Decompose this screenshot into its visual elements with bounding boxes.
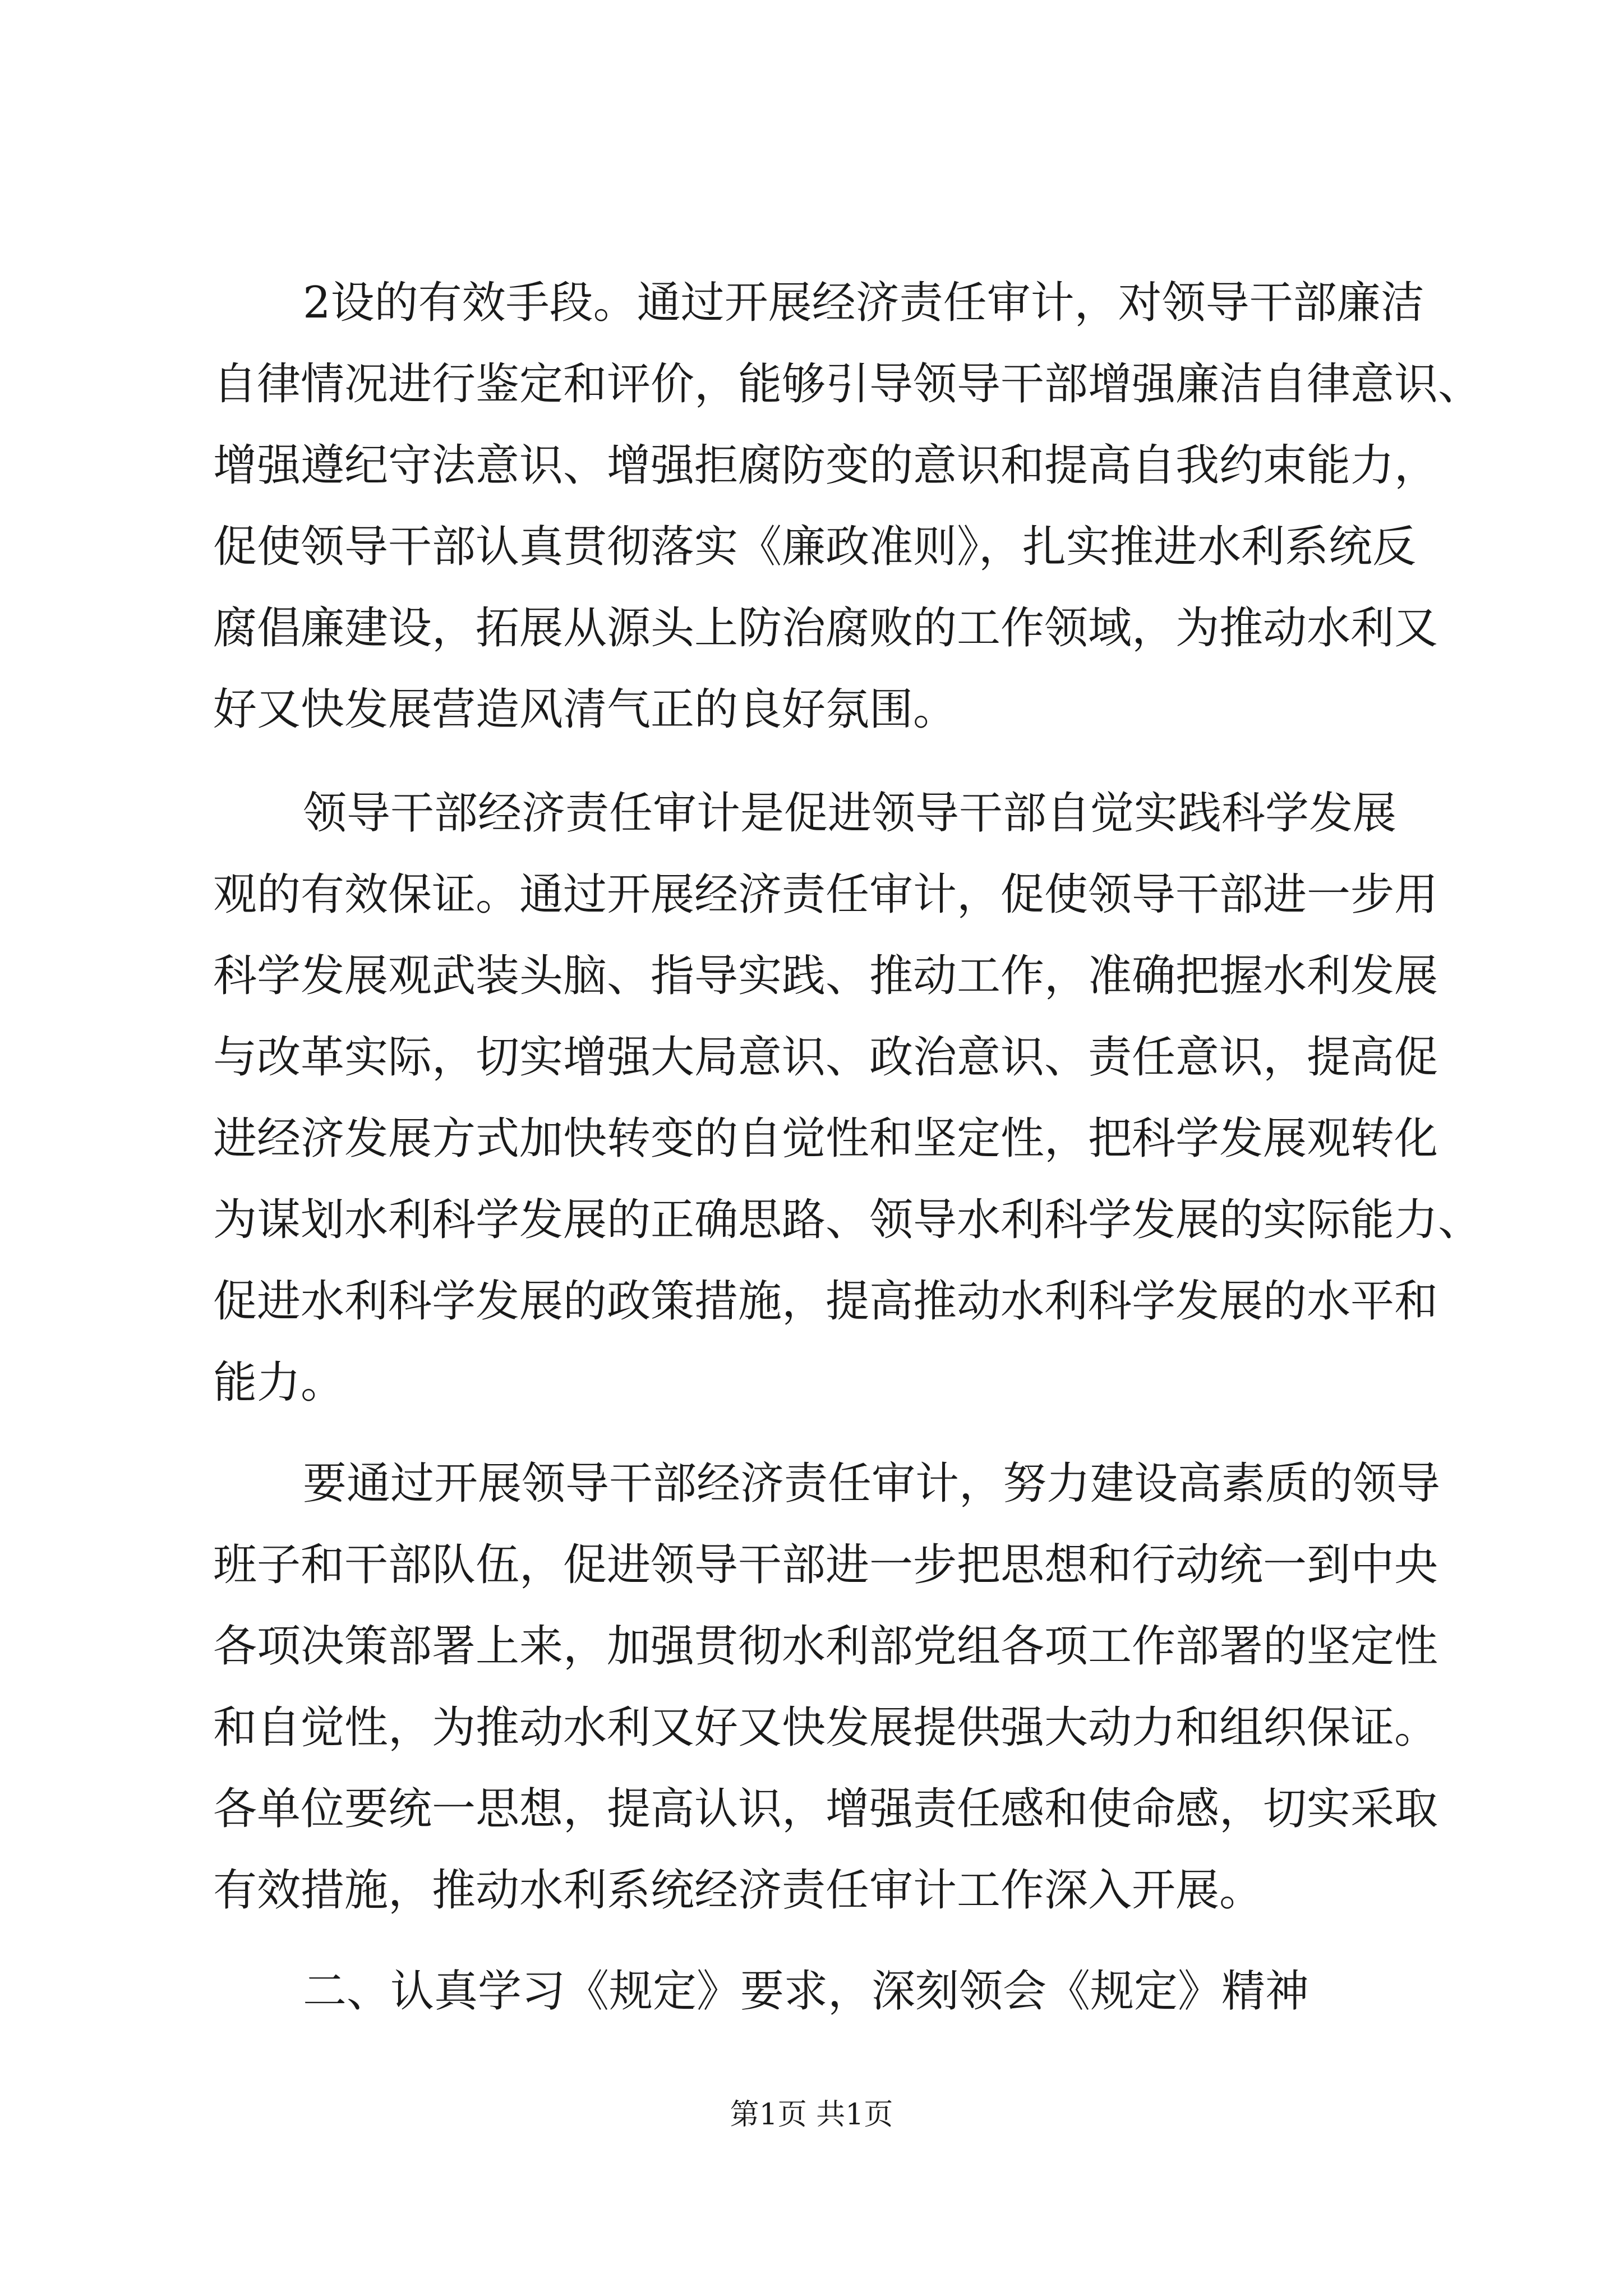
paragraph-line: 2设的有效手段。通过开展经济责任审计，对领导干部廉洁 [303, 278, 1424, 328]
paragraph-line: 与改革实际，切实增强大局意识、政治意识、责任意识，提高促 [213, 1032, 1438, 1083]
paragraph-line: 促进水利科学发展的政策措施，提高推动水利科学发展的水平和 [213, 1276, 1438, 1327]
paragraph-line: 增强遵纪守法意识、增强拒腐防变的意识和提高自我约束能力， [213, 440, 1438, 491]
paragraph-line: 腐倡廉建设，拓展从源头上防治腐败的工作领域，为推动水利又 [213, 603, 1438, 654]
paragraph-line: 要通过开展领导干部经济责任审计，努力建设高素质的领导 [303, 1458, 1441, 1509]
section-heading: 二、认真学习《规定》要求，深刻领会《规定》精神 [303, 1966, 1310, 2017]
page-number: 第1页 共1页 [730, 2098, 893, 2132]
paragraph-line: 自律情况进行鉴定和评价，能够引导领导干部增强廉洁自律意识、 [213, 359, 1482, 409]
paragraph-line: 有效措施，推动水利系统经济责任审计工作深入开展。 [213, 1865, 1264, 1916]
paragraph-line: 能力。 [213, 1358, 345, 1408]
paragraph-line: 促使领导干部认真贯彻落实《廉政准则》，扎实推进水利系统反 [213, 522, 1417, 572]
paragraph-line: 为谋划水利科学发展的正确思路、领导水利科学发展的实际能力、 [213, 1195, 1482, 1245]
paragraph-line: 班子和干部队伍，促进领导干部进一步把思想和行动统一到中央 [213, 1540, 1438, 1590]
paragraph-line: 观的有效保证。通过开展经济责任审计，促使领导干部进一步用 [213, 869, 1438, 920]
paragraph-line: 进经济发展方式加快转变的自觉性和坚定性，把科学发展观转化 [213, 1114, 1438, 1164]
paragraph-line: 各单位要统一思想，提高认识，增强责任感和使命感，切实采取 [213, 1784, 1438, 1834]
paragraph-line: 领导干部经济责任审计是促进领导干部自觉实践科学发展 [303, 788, 1397, 839]
paragraph-line: 科学发展观武装头脑、指导实践、推动工作，准确把握水利发展 [213, 951, 1438, 1001]
paragraph-line: 各项决策部署上来，加强贯彻水利部党组各项工作部署的坚定性 [213, 1621, 1438, 1672]
paragraph-line: 好又快发展营造风清气正的良好氛围。 [213, 684, 957, 735]
paragraph-line: 和自觉性，为推动水利又好又快发展提供强大动力和组织保证。 [213, 1703, 1438, 1753]
